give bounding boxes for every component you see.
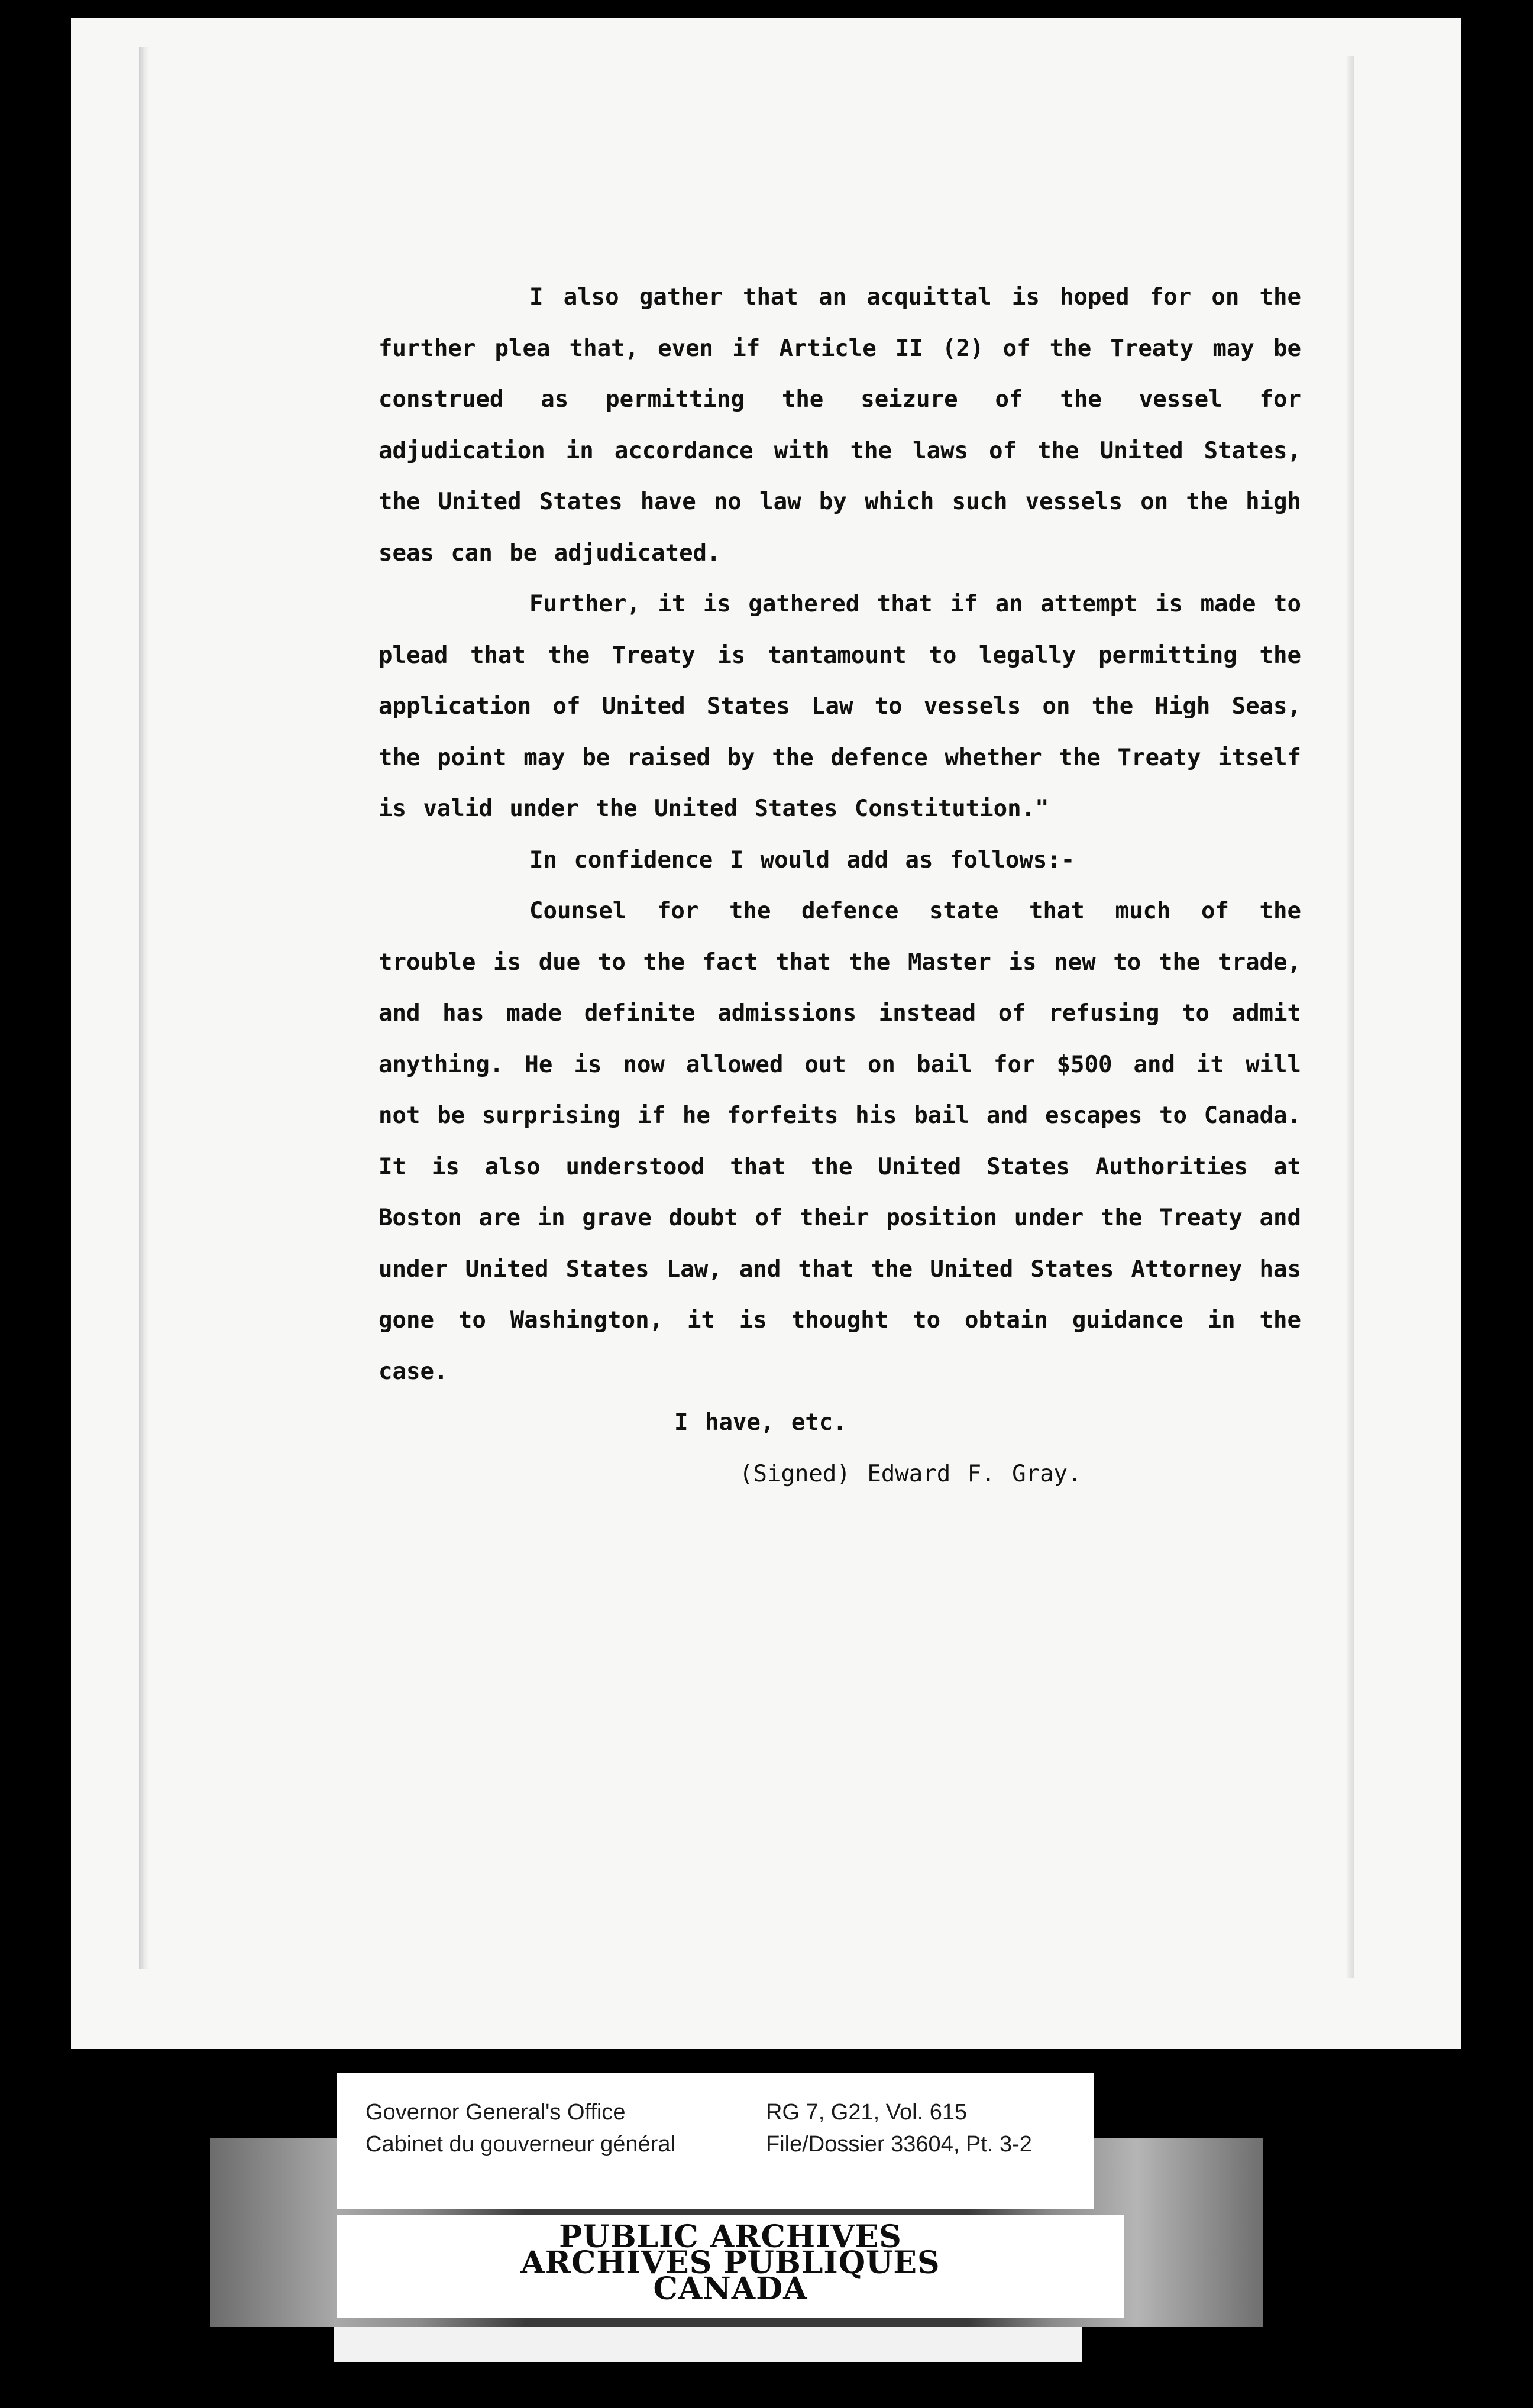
paragraph-in-confidence: In confidence I would add as follows:- <box>529 846 1075 873</box>
page-right-edge <box>1346 56 1354 1978</box>
page-left-edge <box>139 47 150 1969</box>
office-name-english: Governor General's Office <box>366 2100 626 2125</box>
paragraph-acquittal-plea: I also gather that an acquittal is hoped for on the further plea that, even if Article II (2) of the Treaty may be construed as permitting the seizure of the vessel for adjudication in accordance with the laws of the United States, the United States have no law by which such vessels on the high seas can be adjudicated. <box>379 284 1301 567</box>
office-name-french: Cabinet du gouverneur général <box>366 2132 675 2157</box>
stamp-line-english: PUBLIC ARCHIVES <box>559 2219 902 2255</box>
archive-office <box>366 2096 675 2160</box>
archive-reference <box>766 2096 1032 2160</box>
record-group-reference: RG 7, G21, Vol. 615 <box>766 2100 968 2125</box>
letter-body <box>379 272 1301 1500</box>
public-archives-stamp <box>337 2215 1124 2318</box>
paragraph-counsel-for-defence: Counsel for the defence state that much of the trouble is due to the fact that the Master is new to the trade, and has made definite admissions instead of refusing to admit anything. He is now allowed out on bail for $500 and it will not be surprising if he forfeits his bail and escapes to Canada. It is also understood that the United States Authorities at Boston are in grave doubt of their position under the Treaty and under United States Law, and that the United States Attorney has gone to Washington, it is thought to obtain guidance in the case. <box>379 898 1301 1385</box>
archive-reference-label <box>337 2073 1094 2209</box>
stamp-line-country: CANADA <box>653 2271 808 2307</box>
bottom-blank-strip <box>334 2327 1082 2362</box>
letter-closing: I have, etc. <box>674 1409 847 1436</box>
stamp-line-french: ARCHIVES PUBLIQUES <box>520 2245 940 2281</box>
file-dossier-reference: File/Dossier 33604, Pt. 3-2 <box>766 2132 1032 2157</box>
letter-signature: (Signed) Edward F. Gray. <box>739 1460 1082 1487</box>
paragraph-treaty-validity: Further, it is gathered that if an attempt is made to plead that the Treaty is tantamount to legally permitting the application of United States Law to vessels on the High Seas, the point may be raised by the defence whether the Treaty itself is valid under the United States Constitution." <box>379 591 1301 822</box>
